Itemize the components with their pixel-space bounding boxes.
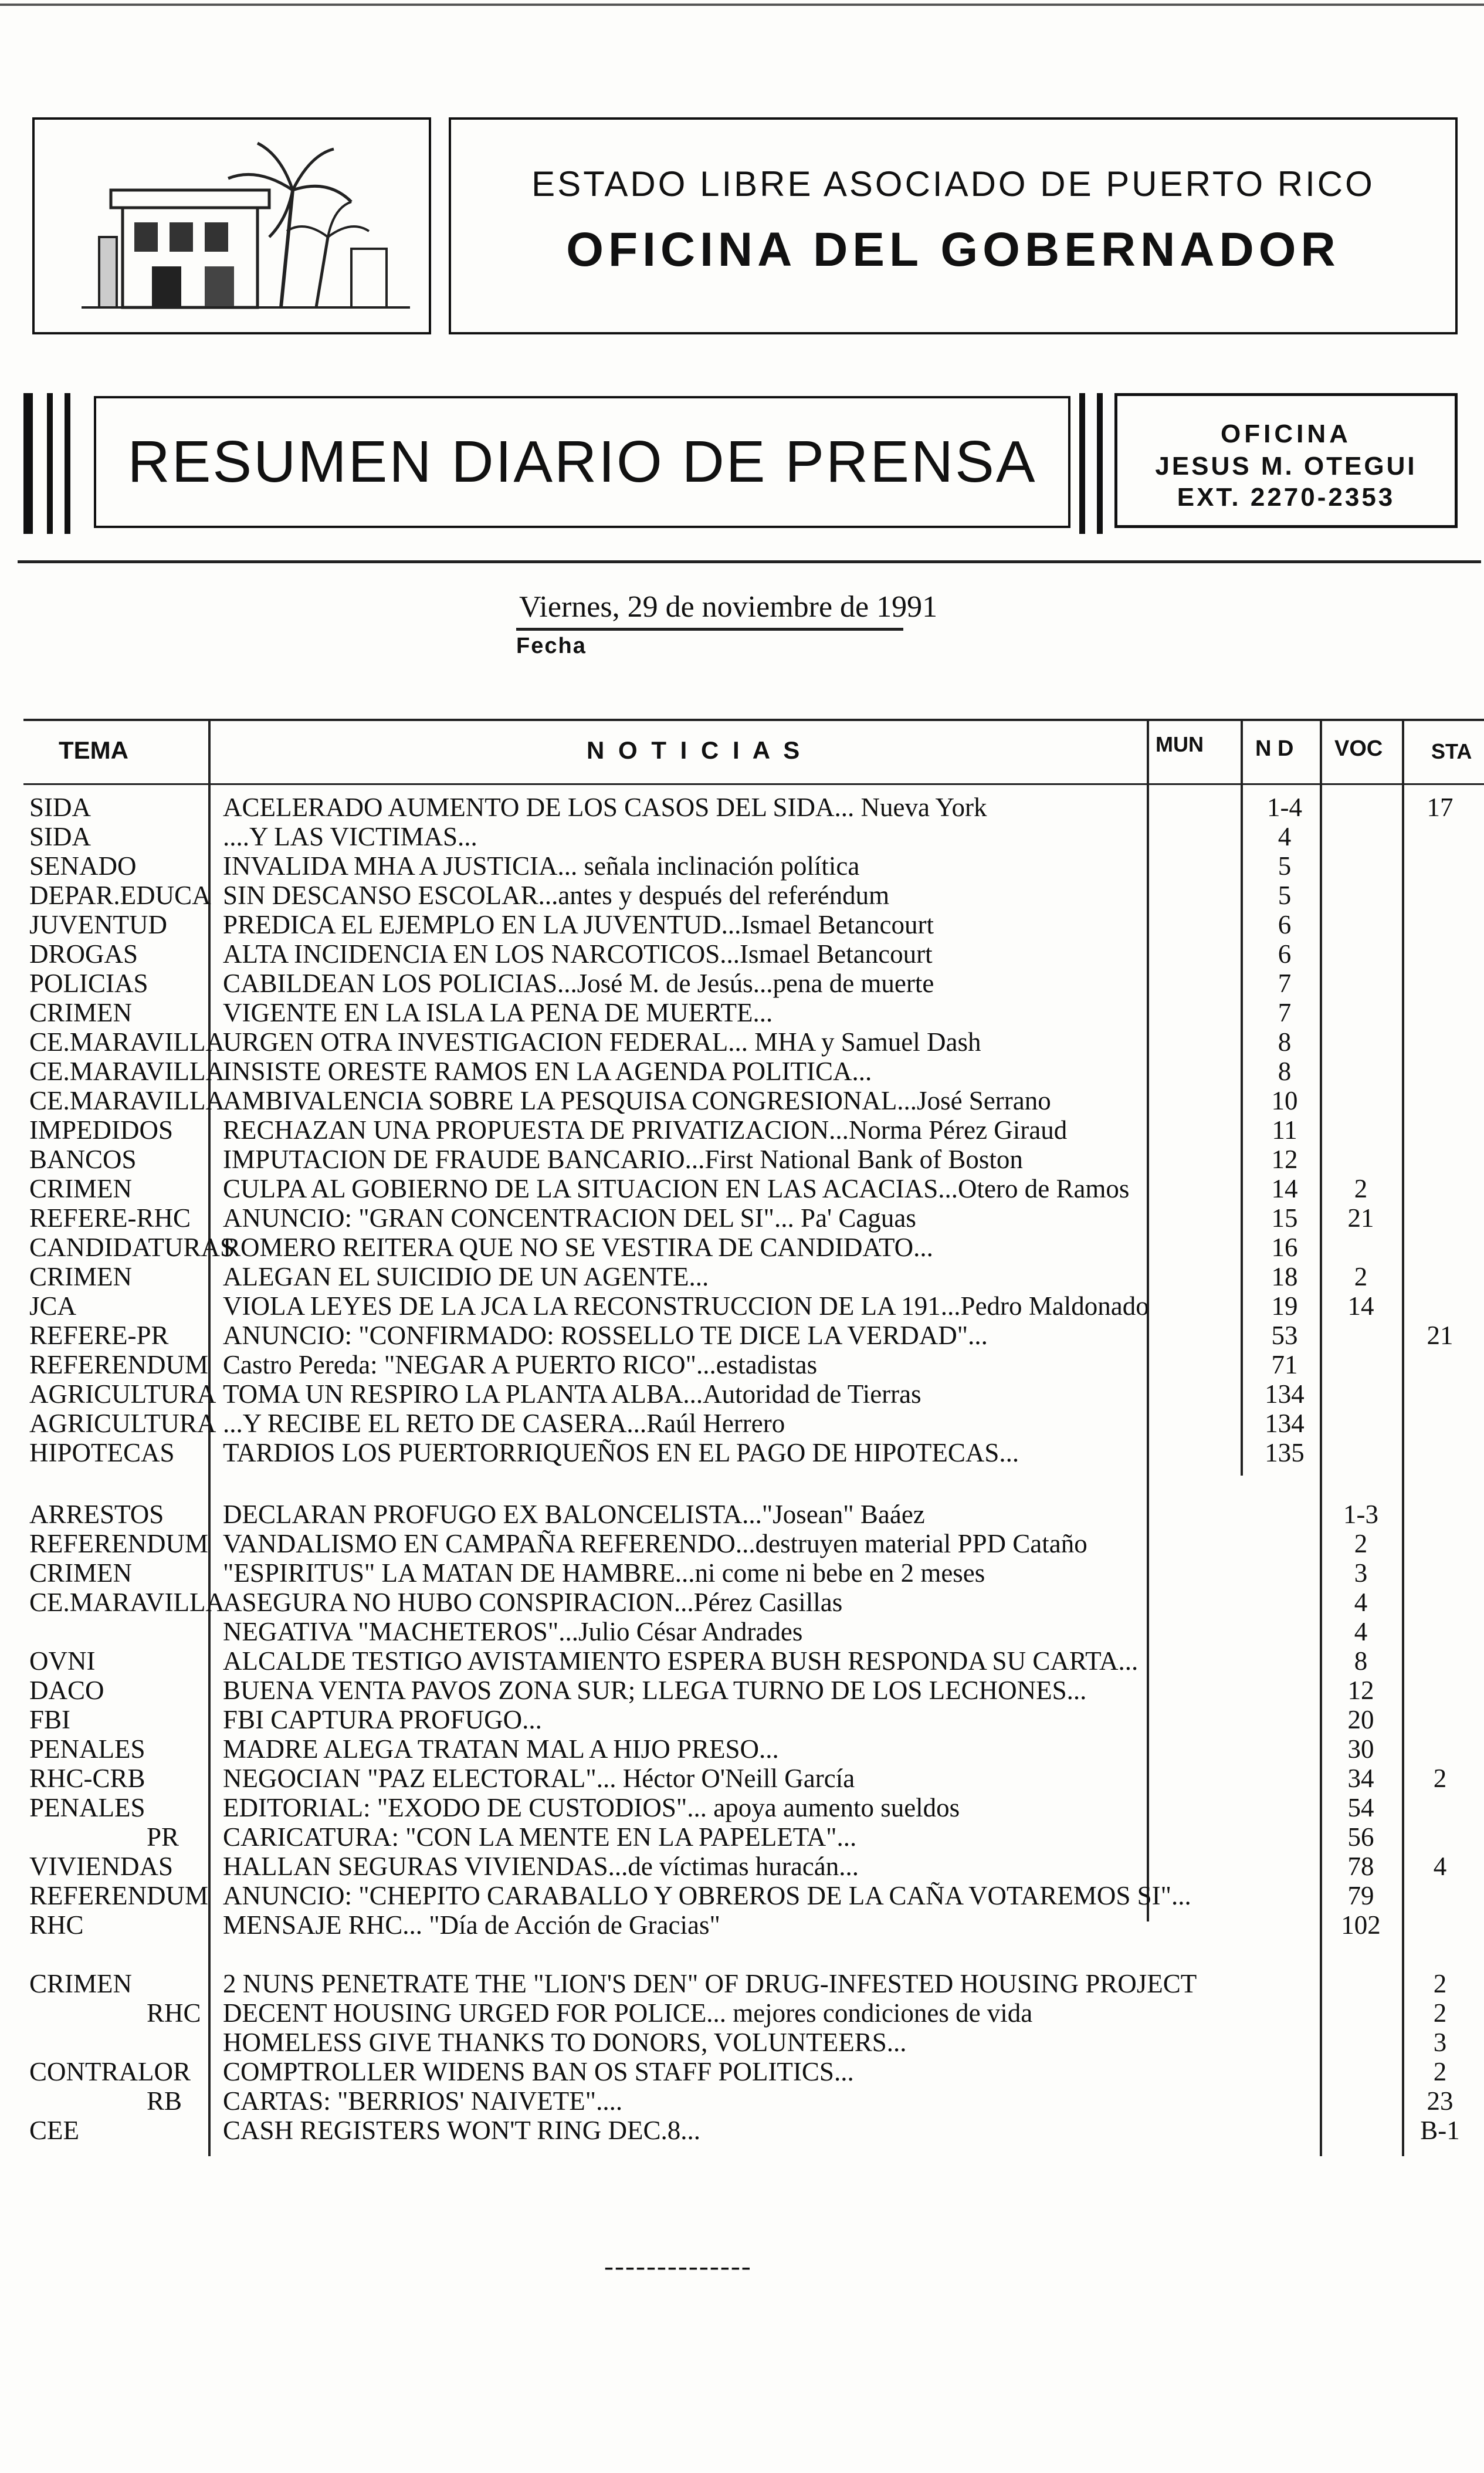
nd-cell: 7: [1278, 998, 1292, 1027]
sta-cell: 4: [1433, 1852, 1447, 1881]
resumen-title: RESUMEN DIARIO DE PRENSA: [94, 396, 1070, 528]
tema-cell: REFERENDUM: [29, 1529, 209, 1558]
tema-cell: DACO: [29, 1676, 104, 1705]
nd-cell: 134: [1265, 1379, 1305, 1409]
tema-cell: ARRESTOS: [29, 1500, 164, 1529]
sta-cell: 21: [1427, 1321, 1453, 1350]
voc-cell: 56: [1347, 1822, 1374, 1852]
table-top-rule: [23, 719, 1484, 721]
noticia-cell: ANUNCIO: "CONFIRMADO: ROSSELLO TE DICE LA VERDAD"...: [223, 1321, 988, 1350]
table-row: [0, 1499, 1484, 1528]
table-row: [0, 1291, 1484, 1320]
noticia-cell: "ESPIRITUS" LA MATAN DE HAMBRE...ni come ni bebe en 2 meses: [223, 1558, 985, 1588]
tema-cell: CRIMEN: [29, 1262, 133, 1291]
noticia-cell: AMBIVALENCIA SOBRE LA PESQUISA CONGRESIONAL...José Serrano: [223, 1086, 1051, 1115]
table-row: [0, 1203, 1484, 1232]
nd-cell: 15: [1271, 1203, 1298, 1233]
table-row: [0, 1232, 1484, 1261]
table-row: [0, 1349, 1484, 1379]
table-row: [0, 968, 1484, 997]
tema-cell: SIDA: [29, 822, 92, 851]
tema-cell: JUVENTUD: [29, 910, 167, 939]
table-row: [0, 1734, 1484, 1763]
noticia-cell: Castro Pereda: "NEGAR A PUERTO RICO"...estadistas: [223, 1350, 818, 1379]
table-row: [0, 1056, 1484, 1085]
table-row: [0, 1616, 1484, 1646]
table-row: [0, 1792, 1484, 1822]
nd-cell: 135: [1265, 1438, 1305, 1467]
col-header-nd: N D: [1255, 736, 1294, 761]
noticia-cell: ANUNCIO: "CHEPITO CARABALLO Y OBREROS DE LA CAÑA VOTAREMOS SI"...: [223, 1881, 1191, 1910]
table-header-rule: [23, 783, 1484, 785]
office-name: OFICINA DEL GOBERNADOR: [566, 223, 1340, 276]
tema-cell: CRIMEN: [29, 1174, 133, 1203]
table-row: [0, 1675, 1484, 1704]
tema-cell: CRIMEN: [29, 998, 133, 1027]
tema-cell: RHC-CRB: [29, 1764, 145, 1793]
voc-cell: 54: [1347, 1793, 1374, 1822]
office-person: JESUS M. OTEGUI: [1155, 452, 1417, 481]
table-row: [0, 2115, 1484, 2144]
sta-cell: 23: [1427, 2086, 1453, 2116]
voc-cell: 2: [1354, 1262, 1368, 1291]
tema-cell: CANDIDATURAS: [29, 1233, 235, 1262]
tema-cell: CRIMEN: [29, 1558, 133, 1588]
table-row: [0, 1173, 1484, 1203]
nd-cell: 14: [1271, 1174, 1298, 1203]
sta-cell: 17: [1427, 793, 1453, 822]
noticia-cell: INVALIDA MHA A JUSTICIA... señala inclinación política: [223, 851, 860, 881]
tema-cell: IMPEDIDOS: [29, 1115, 174, 1145]
table-row: [0, 851, 1484, 880]
logo-box: [32, 117, 431, 334]
table-row: [0, 821, 1484, 851]
table-row: [0, 792, 1484, 821]
table-row: [0, 1379, 1484, 1408]
noticia-cell: ROMERO REITERA QUE NO SE VESTIRA DE CANDIDATO...: [223, 1233, 933, 1262]
sta-cell: 3: [1433, 2028, 1447, 2057]
tema-cell: SIDA: [29, 793, 92, 822]
tema-cell: RHC: [29, 1910, 84, 1940]
noticia-cell: MENSAJE RHC... "Día de Acción de Gracias": [223, 1910, 720, 1940]
nd-cell: 7: [1278, 969, 1292, 998]
noticia-cell: HALLAN SEGURAS VIVIENDAS...de víctimas huracán...: [223, 1852, 859, 1881]
table-row: [0, 1910, 1484, 1939]
noticia-cell: DECENT HOUSING URGED FOR POLICE... mejores condiciones de vida: [223, 1998, 1033, 2028]
table-row: [0, 1558, 1484, 1587]
table-row: [0, 1646, 1484, 1675]
tema-cell: REFERE-RHC: [29, 1203, 191, 1233]
nd-cell: 8: [1278, 1057, 1292, 1086]
date-underline: [516, 628, 903, 631]
nd-cell: 6: [1278, 910, 1292, 939]
table-row: [0, 939, 1484, 968]
noticia-cell: INSISTE ORESTE RAMOS EN LA AGENDA POLITICA...: [223, 1057, 872, 1086]
noticia-cell: CABILDEAN LOS POLICIAS...José M. de Jesús...pena de muerte: [223, 969, 934, 998]
nd-cell: 4: [1278, 822, 1292, 851]
sta-cell: 2: [1433, 1998, 1447, 2028]
noticia-cell: RECHAZAN UNA PROPUESTA DE PRIVATIZACION...Norma Pérez Giraud: [223, 1115, 1068, 1145]
footer-dashes: --------------: [604, 2251, 752, 2282]
table-row: [0, 1704, 1484, 1734]
noticia-cell: EDITORIAL: "EXODO DE CUSTODIOS"... apoya aumento sueldos: [223, 1793, 960, 1822]
tema-cell: FBI: [29, 1705, 71, 1734]
noticia-cell: ALTA INCIDENCIA EN LOS NARCOTICOS...Ismael Betancourt: [223, 939, 933, 969]
voc-cell: 102: [1341, 1910, 1381, 1940]
noticia-cell: ....Y LAS VICTIMAS...: [223, 822, 477, 851]
noticia-cell: ALEGAN EL SUICIDIO DE UN AGENTE...: [223, 1262, 709, 1291]
nd-cell: 8: [1278, 1027, 1292, 1057]
noticia-cell: NEGATIVA "MACHETEROS"...Julio César Andrades: [223, 1617, 803, 1646]
noticia-cell: 2 NUNS PENETRATE THE "LION'S DEN" OF DRUG-INFESTED HOUSING PROJECT: [223, 1969, 1197, 1998]
table-row: [0, 1528, 1484, 1558]
noticia-cell: MADRE ALEGA TRATAN MAL A HIJO PRESO...: [223, 1734, 779, 1764]
tema-cell: DEPAR.EDUCA: [29, 881, 211, 910]
voc-cell: 34: [1347, 1764, 1374, 1793]
nd-cell: 10: [1271, 1086, 1298, 1115]
header-rule: [18, 560, 1481, 563]
office-extension: EXT. 2270-2353: [1177, 483, 1395, 512]
voc-cell: 8: [1354, 1646, 1368, 1676]
noticia-cell: CARTAS: "BERRIOS' NAIVETE"....: [223, 2086, 623, 2116]
voc-cell: 78: [1347, 1852, 1374, 1881]
nd-cell: 71: [1271, 1350, 1298, 1379]
noticia-cell: CULPA AL GOBIERNO DE LA SITUACION EN LAS ACACIAS...Otero de Ramos: [223, 1174, 1130, 1203]
table-row: [0, 1587, 1484, 1616]
tema-cell: CEE: [29, 2116, 79, 2145]
voc-cell: 1-3: [1343, 1500, 1378, 1529]
tema-cell: CONTRALOR: [29, 2057, 191, 2086]
table-row: [0, 880, 1484, 909]
col-header-voc: VOC: [1334, 736, 1383, 761]
table-row: [0, 997, 1484, 1027]
sta-cell: B-1: [1420, 2116, 1460, 2145]
col-header-tema: TEMA: [59, 736, 128, 764]
voc-cell: 4: [1354, 1588, 1368, 1617]
sta-cell: 2: [1433, 2057, 1447, 2086]
noticia-cell: PREDICA EL EJEMPLO EN LA JUVENTUD...Ismael Betancourt: [223, 910, 934, 939]
col-header-sta: STA: [1431, 739, 1472, 763]
noticia-cell: ASEGURA NO HUBO CONSPIRACION...Pérez Casillas: [223, 1588, 843, 1617]
tema-cell: PENALES: [29, 1793, 145, 1822]
tema-cell: AGRICULTURA: [29, 1409, 216, 1438]
voc-cell: 3: [1354, 1558, 1368, 1588]
table-row: [0, 1144, 1484, 1173]
tema-cell: BANCOS: [29, 1145, 137, 1174]
noticia-cell: DECLARAN PROFUGO EX BALONCELISTA..."Josean" Baáez: [223, 1500, 925, 1529]
nd-cell: 53: [1271, 1321, 1298, 1350]
table-row: [0, 1261, 1484, 1291]
table-row: [0, 1851, 1484, 1880]
government-header: [449, 117, 1458, 334]
table-row: [0, 2027, 1484, 2056]
tema-cell: PR: [147, 1822, 179, 1852]
date-label: Fecha: [516, 634, 587, 658]
voc-cell: 14: [1347, 1291, 1374, 1321]
noticia-cell: FBI CAPTURA PROFUGO...: [223, 1705, 542, 1734]
tema-cell: CE.MARAVILLA: [29, 1057, 225, 1086]
table-row: [0, 1968, 1484, 1998]
tema-cell: HIPOTECAS: [29, 1438, 175, 1467]
noticia-cell: ANUNCIO: "GRAN CONCENTRACION DEL SI"... Pa' Caguas: [223, 1203, 916, 1233]
noticia-cell: ALCALDE TESTIGO AVISTAMIENTO ESPERA BUSH RESPONDA SU CARTA...: [223, 1646, 1139, 1676]
table-row: [0, 1998, 1484, 2027]
voc-cell: 30: [1347, 1734, 1374, 1764]
noticia-cell: TARDIOS LOS PUERTORRIQUEÑOS EN EL PAGO DE HIPOTECAS...: [223, 1438, 1019, 1467]
voc-cell: 20: [1347, 1705, 1374, 1734]
noticia-cell: URGEN OTRA INVESTIGACION FEDERAL... MHA y Samuel Dash: [223, 1027, 981, 1057]
table-row: [0, 1408, 1484, 1437]
table-row: [0, 1763, 1484, 1792]
noticia-cell: CASH REGISTERS WON'T RING DEC.8...: [223, 2116, 700, 2145]
table-row: [0, 1437, 1484, 1467]
nd-cell: 19: [1271, 1291, 1298, 1321]
nd-cell: 6: [1278, 939, 1292, 969]
nd-cell: 18: [1271, 1262, 1298, 1291]
nd-cell: 11: [1272, 1115, 1297, 1145]
noticia-cell: IMPUTACION DE FRAUDE BANCARIO...First National Bank of Boston: [223, 1145, 1023, 1174]
tema-cell: CE.MARAVILLA: [29, 1027, 225, 1057]
nd-cell: 1-4: [1267, 793, 1302, 822]
table-row: [0, 1880, 1484, 1910]
sta-cell: 2: [1433, 1764, 1447, 1793]
nd-cell: 12: [1271, 1145, 1298, 1174]
top-rule: [0, 4, 1484, 6]
noticia-cell: SIN DESCANSO ESCOLAR...antes y después del referéndum: [223, 881, 890, 910]
noticia-cell: CARICATURA: "CON LA MENTE EN LA PAPELETA"...: [223, 1822, 857, 1852]
table-row: [0, 1115, 1484, 1144]
voc-cell: 79: [1347, 1881, 1374, 1910]
tema-cell: REFERENDUM: [29, 1881, 209, 1910]
noticia-cell: VIOLA LEYES DE LA JCA LA RECONSTRUCCION DE LA 191...Pedro Maldonado: [223, 1291, 1149, 1321]
noticia-cell: COMPTROLLER WIDENS BAN OS STAFF POLITICS...: [223, 2057, 854, 2086]
tema-cell: REFERENDUM: [29, 1350, 209, 1379]
tema-cell: RB: [147, 2086, 182, 2116]
tema-cell: AGRICULTURA: [29, 1379, 216, 1409]
sta-cell: 2: [1433, 1969, 1447, 1998]
table-row: [0, 1027, 1484, 1056]
noticia-cell: TOMA UN RESPIRO LA PLANTA ALBA...Autoridad de Tierras: [223, 1379, 921, 1409]
voc-cell: 2: [1354, 1529, 1368, 1558]
office-label: OFICINA: [1221, 420, 1351, 448]
noticia-cell: VANDALISMO EN CAMPAÑA REFERENDO...destruyen material PPD Cataño: [223, 1529, 1087, 1558]
table-row: [0, 1320, 1484, 1349]
tema-cell: RHC: [147, 1998, 201, 2028]
voc-cell: 12: [1347, 1676, 1374, 1705]
nd-cell: 16: [1271, 1233, 1298, 1262]
tema-cell: JCA: [29, 1291, 77, 1321]
date-value: Viernes, 29 de noviembre de 1991: [519, 590, 938, 624]
tema-cell: CE.MARAVILLA: [29, 1588, 225, 1617]
voc-cell: 2: [1354, 1174, 1368, 1203]
table-row: [0, 2056, 1484, 2086]
nd-cell: 5: [1278, 851, 1292, 881]
tema-cell: REFERE-PR: [29, 1321, 169, 1350]
table-row: [0, 1822, 1484, 1851]
noticia-cell: ACELERADO AUMENTO DE LOS CASOS DEL SIDA... Nueva York: [223, 793, 987, 822]
noticia-cell: VIGENTE EN LA ISLA LA PENA DE MUERTE...: [223, 998, 773, 1027]
noticia-cell: HOMELESS GIVE THANKS TO DONORS, VOLUNTEERS...: [223, 2028, 907, 2057]
tema-cell: POLICIAS: [29, 969, 148, 998]
tema-cell: SENADO: [29, 851, 137, 881]
tema-cell: CRIMEN: [29, 1969, 133, 1998]
table-row: [0, 2086, 1484, 2115]
nd-cell: 134: [1265, 1409, 1305, 1438]
noticia-cell: ...Y RECIBE EL RETO DE CASERA...Raúl Herrero: [223, 1409, 785, 1438]
col-header-mun: MUN: [1156, 732, 1204, 756]
fortaleza-illustration-icon: [35, 120, 431, 334]
noticia-cell: NEGOCIAN "PAZ ELECTORAL"... Héctor O'Neill García: [223, 1764, 855, 1793]
table-row: [0, 1085, 1484, 1115]
voc-cell: 21: [1347, 1203, 1374, 1233]
table-row: [0, 909, 1484, 939]
state-name: ESTADO LIBRE ASOCIADO DE PUERTO RICO: [531, 164, 1375, 204]
noticia-cell: BUENA VENTA PAVOS ZONA SUR; LLEGA TURNO DE LOS LECHONES...: [223, 1676, 1087, 1705]
tema-cell: DROGAS: [29, 939, 138, 969]
col-header-noticias: N O T I C I A S: [587, 736, 804, 764]
voc-cell: 4: [1354, 1617, 1368, 1646]
tema-cell: OVNI: [29, 1646, 96, 1676]
tema-cell: CE.MARAVILLA: [29, 1086, 225, 1115]
nd-cell: 5: [1278, 881, 1292, 910]
tema-cell: VIVIENDAS: [29, 1852, 173, 1881]
office-contact: [1114, 393, 1458, 528]
tema-cell: PENALES: [29, 1734, 145, 1764]
